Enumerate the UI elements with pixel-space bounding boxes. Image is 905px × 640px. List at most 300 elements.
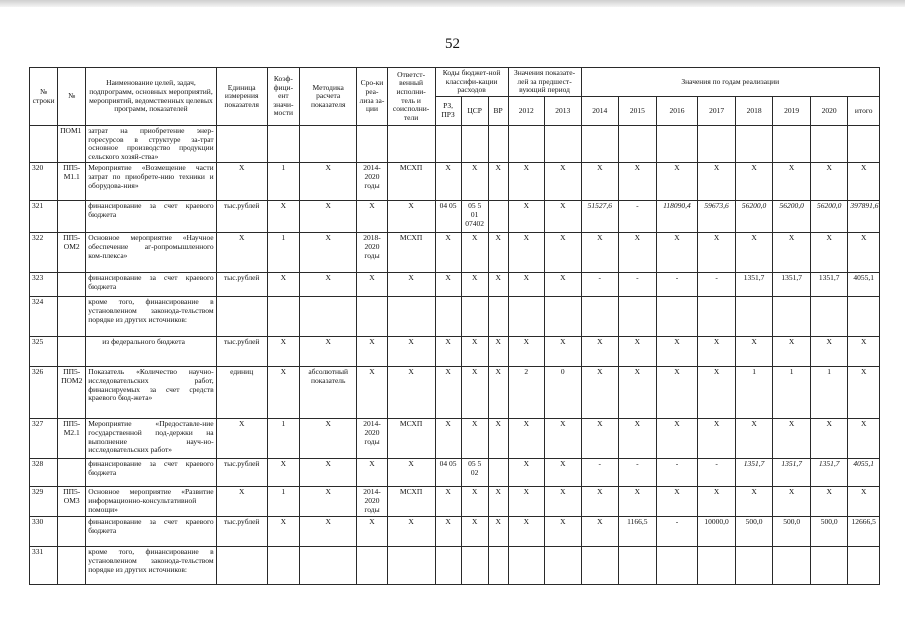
cell-2017: 59673,6 [698,201,736,233]
cell-row-number: 322 [30,233,58,273]
cell-rz [435,297,461,337]
cell-2013: Х [545,419,581,459]
cell-executor: Х [387,517,435,547]
cell-name: кроме того, финансирование в установленном законода-тельством порядке из других источников: [86,297,216,337]
table-row [30,337,880,367]
cell-2014: - [581,273,619,297]
cell-unit: тыс.рублей [216,517,267,547]
cell-executor: МСХП [387,163,435,201]
header-2013: 2013 [545,97,581,126]
cell-code [58,337,86,367]
cell-method: Х [300,337,357,367]
header-term: Сро-ки реа-лиза за-ции [357,68,387,126]
cell-2018: Х [735,233,773,273]
cell-vr: Х [488,419,508,459]
table-row [30,517,880,547]
page-number: 52 [445,36,460,52]
cell-method [300,547,357,585]
cell-csr [461,126,488,163]
table-row [30,273,880,297]
cell-row-number: 324 [30,297,58,337]
cell-coefficient: 1 [267,419,299,459]
cell-total [848,547,880,585]
cell-csr: Х [461,163,488,201]
cell-2013: Х [545,163,581,201]
cell-name: Мероприятие «Предоставле-ние государственной под-держки на выполнение науч-но-исследовательских работ» [86,419,216,459]
cell-term: Х [357,459,387,487]
cell-code [58,547,86,585]
cell-coefficient [267,297,299,337]
cell-csr: Х [461,367,488,419]
cell-term: 2018-2020 годы [357,233,387,273]
cell-method: Х [300,517,357,547]
cell-unit: Х [216,163,267,201]
cell-total: Х [848,233,880,273]
cell-rz: Х [435,273,461,297]
cell-2019: 1351,7 [773,273,811,297]
cell-2015: Х [619,337,657,367]
cell-2019: Х [773,163,811,201]
cell-2013: Х [545,273,581,297]
table-row [30,459,880,487]
cell-2017: Х [698,163,736,201]
cell-vr: Х [488,367,508,419]
cell-method: абсолютный показатель [300,367,357,419]
cell-row-number: 328 [30,459,58,487]
cell-2018: Х [735,163,773,201]
cell-total: Х [848,337,880,367]
cell-2018: 56200,0 [735,201,773,233]
cell-rz: Х [435,517,461,547]
cell-2015: Х [619,419,657,459]
cell-method: Х [300,459,357,487]
cell-2015: Х [619,163,657,201]
cell-2019 [773,547,811,585]
cell-2020: Х [810,233,848,273]
cell-2020: 500,0 [810,517,848,547]
cell-name: финансирование за счет краевого бюджета [86,201,216,233]
cell-2014: Х [581,367,619,419]
cell-2018 [735,297,773,337]
cell-2013: Х [545,337,581,367]
header-2016: 2016 [656,97,698,126]
cell-2018 [735,126,773,163]
cell-unit: единиц [216,367,267,419]
cell-2012 [508,297,544,337]
cell-row-number: 320 [30,163,58,201]
cell-total [848,126,880,163]
cell-code [58,201,86,233]
cell-2020: 1 [810,367,848,419]
cell-unit [216,126,267,163]
header-2019: 2019 [773,97,811,126]
cell-total: Х [848,419,880,459]
cell-method: Х [300,419,357,459]
cell-2014 [581,126,619,163]
cell-total [848,297,880,337]
cell-2013: Х [545,201,581,233]
cell-2018: Х [735,487,773,517]
cell-2013: Х [545,517,581,547]
cell-2013: Х [545,233,581,273]
cell-unit [216,547,267,585]
cell-executor: Х [387,459,435,487]
header-method: Методика расчета показателя [300,68,357,126]
cell-2012: Х [508,337,544,367]
cell-code [58,517,86,547]
cell-executor [387,126,435,163]
cell-2013: 0 [545,367,581,419]
cell-2019: 500,0 [773,517,811,547]
cell-vr: Х [488,273,508,297]
cell-2019: 1 [773,367,811,419]
cell-executor: МСХП [387,419,435,459]
cell-executor [387,297,435,337]
cell-2014: Х [581,517,619,547]
cell-coefficient: Х [267,367,299,419]
cell-row-number: 329 [30,487,58,517]
header-2020: 2020 [810,97,848,126]
cell-executor: Х [387,273,435,297]
cell-unit: Х [216,233,267,273]
cell-csr: Х [461,419,488,459]
cell-total: 12666,5 [848,517,880,547]
cell-vr: Х [488,163,508,201]
cell-2015: 1166,5 [619,517,657,547]
cell-rz: Х [435,337,461,367]
cell-rz: 04 05 [435,201,461,233]
cell-2015: - [619,201,657,233]
indicators-table [29,67,880,585]
cell-2014 [581,297,619,337]
cell-method: Х [300,163,357,201]
cell-name: финансирование за счет краевого бюджета [86,273,216,297]
cell-row-number: 321 [30,201,58,233]
cell-2012 [508,547,544,585]
cell-2019: Х [773,337,811,367]
cell-2020: Х [810,419,848,459]
cell-2018 [735,547,773,585]
header-executor: Ответст-венный исполни-тель и соисполни-тели [387,68,435,126]
cell-2014: Х [581,233,619,273]
cell-coefficient: Х [267,201,299,233]
cell-rz: Х [435,233,461,273]
cell-vr [488,297,508,337]
header-year-values: Значения по годам реализации [581,68,879,97]
table-row [30,547,880,585]
cell-coefficient: Х [267,459,299,487]
table-row [30,297,880,337]
cell-term: 2014-2020 годы [357,419,387,459]
header-name: Наименование целей, задач, подпрограмм, основных мероприятий, мероприятий, ведомственных целевых программ, показателей [86,68,216,126]
cell-term: Х [357,273,387,297]
cell-2019: Х [773,233,811,273]
cell-2020: 56200,0 [810,201,848,233]
cell-2015: Х [619,487,657,517]
cell-rz [435,126,461,163]
cell-code: ПП5-М2.1 [58,419,86,459]
cell-2017: Х [698,367,736,419]
cell-2012: Х [508,419,544,459]
cell-rz: Х [435,163,461,201]
table-row [30,201,880,233]
cell-coefficient: Х [267,337,299,367]
cell-2015 [619,126,657,163]
header-2014: 2014 [581,97,619,126]
cell-term: Х [357,367,387,419]
cell-coefficient: Х [267,517,299,547]
table-row [30,419,880,459]
cell-name: из федерального бюджета [86,337,216,367]
cell-row-number: 325 [30,337,58,367]
cell-code [58,297,86,337]
cell-method [300,126,357,163]
cell-2016 [656,547,698,585]
cell-total: 4055,1 [848,459,880,487]
cell-2019: Х [773,419,811,459]
cell-2017: - [698,459,736,487]
cell-2017: - [698,273,736,297]
cell-code: ПОМ1 [58,126,86,163]
cell-2020 [810,126,848,163]
header-2012: 2012 [508,97,544,126]
cell-row-number: 331 [30,547,58,585]
cell-executor [387,547,435,585]
cell-2014: Х [581,487,619,517]
cell-csr: Х [461,517,488,547]
table-row [30,233,880,273]
header-rz: РЗ, ПРЗ [435,97,461,126]
cell-total: Х [848,163,880,201]
cell-2017 [698,297,736,337]
cell-method [300,297,357,337]
cell-csr: Х [461,487,488,517]
cell-2017: Х [698,419,736,459]
cell-2019: 56200,0 [773,201,811,233]
cell-total: 397891,6 [848,201,880,233]
header-2017: 2017 [698,97,736,126]
cell-2015: - [619,273,657,297]
cell-2018: 1351,7 [735,459,773,487]
cell-executor: МСХП [387,233,435,273]
cell-name: Основное мероприятие «Научное обеспечение аг-ропромышленного ком-плекса» [86,233,216,273]
cell-2014: Х [581,163,619,201]
cell-row-number [30,126,58,163]
cell-method: Х [300,487,357,517]
cell-row-number: 327 [30,419,58,459]
cell-2020: Х [810,163,848,201]
cell-term: Х [357,337,387,367]
cell-coefficient: 1 [267,487,299,517]
cell-name: финансирование за счет краевого бюджета [86,459,216,487]
cell-unit: тыс.рублей [216,337,267,367]
cell-2018: 1351,7 [735,273,773,297]
cell-row-number: 323 [30,273,58,297]
cell-row-number: 330 [30,517,58,547]
cell-code: ПП5-ОМ3 [58,487,86,517]
cell-2012: Х [508,201,544,233]
cell-2016 [656,297,698,337]
table-row [30,126,880,163]
cell-2015: Х [619,367,657,419]
cell-vr: Х [488,517,508,547]
cell-2014: Х [581,337,619,367]
cell-2016: Х [656,233,698,273]
header-total: итого [848,97,880,126]
cell-executor: Х [387,367,435,419]
cell-method: Х [300,201,357,233]
cell-code [58,459,86,487]
cell-unit: Х [216,419,267,459]
cell-coefficient: 1 [267,163,299,201]
cell-name: Основное мероприятие «Развитие информационно-консультативной помощи» [86,487,216,517]
cell-2012: Х [508,233,544,273]
cell-2018: 500,0 [735,517,773,547]
cell-executor: Х [387,201,435,233]
cell-2020 [810,547,848,585]
cell-total: Х [848,367,880,419]
cell-csr [461,547,488,585]
cell-name: Мероприятие «Возмещение части затрат по приобрете-нию техники и оборудова-ния» [86,163,216,201]
cell-2012: Х [508,459,544,487]
cell-2020: Х [810,337,848,367]
cell-2016: Х [656,419,698,459]
cell-2014: - [581,459,619,487]
cell-name: Показатель «Количество научно-исследовательских работ, финансируемых за счет средств краевого бюд-жета» [86,367,216,419]
table-row [30,487,880,517]
table-row [30,367,880,419]
cell-term: Х [357,517,387,547]
cell-2016: - [656,517,698,547]
cell-2016: 118090,4 [656,201,698,233]
cell-2015: Х [619,233,657,273]
cell-2015 [619,297,657,337]
cell-2013 [545,126,581,163]
header-row-number: № строки [30,68,58,126]
cell-csr [461,297,488,337]
cell-method: Х [300,273,357,297]
cell-2015: - [619,459,657,487]
cell-2016: Х [656,163,698,201]
header-csr: ЦСР [461,97,488,126]
cell-executor: МСХП [387,487,435,517]
cell-2017: 10000,0 [698,517,736,547]
cell-2019 [773,126,811,163]
cell-executor: Х [387,337,435,367]
cell-2012: Х [508,487,544,517]
cell-2020 [810,297,848,337]
cell-name: затрат на приобретение энер-горесурсов в структуре за-трат основное производство продукции сельского хозяй-ства» [86,126,216,163]
cell-coefficient [267,126,299,163]
cell-2017 [698,547,736,585]
cell-total: 4055,1 [848,273,880,297]
cell-2016: Х [656,487,698,517]
cell-2018: Х [735,337,773,367]
header-previous-values: Значения показате-лей за предшест-вующий период [508,68,581,97]
header-coefficient: Коэф-фици-ент значи-мости [267,68,299,126]
cell-2019: Х [773,487,811,517]
header-number: № [58,68,86,126]
cell-method: Х [300,233,357,273]
cell-vr: Х [488,337,508,367]
cell-vr [488,201,508,233]
cell-csr: 05 5 02 [461,459,488,487]
cell-coefficient: Х [267,273,299,297]
cell-2012: Х [508,163,544,201]
cell-2013 [545,297,581,337]
cell-name: кроме того, финансирование в установленном законода-тельством порядке из других источников: [86,547,216,585]
cell-unit [216,297,267,337]
cell-rz: Х [435,419,461,459]
cell-2016 [656,126,698,163]
cell-vr: Х [488,487,508,517]
cell-csr: Х [461,273,488,297]
cell-2017: Х [698,233,736,273]
cell-2014: 51527,6 [581,201,619,233]
cell-2012: Х [508,273,544,297]
cell-rz: Х [435,367,461,419]
cell-2014: Х [581,419,619,459]
cell-2013 [545,547,581,585]
cell-term: 2014-2020 годы [357,163,387,201]
cell-term [357,297,387,337]
cell-unit: тыс.рублей [216,273,267,297]
header-2015: 2015 [619,97,657,126]
cell-rz [435,547,461,585]
cell-term [357,126,387,163]
cell-name: финансирование за счет краевого бюджета [86,517,216,547]
cell-csr: 05 5 01 07402 [461,201,488,233]
cell-2018: 1 [735,367,773,419]
cell-2020: Х [810,487,848,517]
cell-row-number: 326 [30,367,58,419]
cell-2019: 1351,7 [773,459,811,487]
cell-2013: Х [545,487,581,517]
cell-2012: Х [508,517,544,547]
cell-2016: Х [656,337,698,367]
cell-unit: тыс.рублей [216,201,267,233]
cell-2018: Х [735,419,773,459]
cell-2017: Х [698,337,736,367]
cell-vr [488,459,508,487]
cell-code: ПП5-М1.1 [58,163,86,201]
cell-code [58,273,86,297]
cell-2014 [581,547,619,585]
scan-top-edge [0,0,905,7]
cell-2020: 1351,7 [810,273,848,297]
cell-rz: Х [435,487,461,517]
cell-term: Х [357,201,387,233]
cell-rz: 04 05 [435,459,461,487]
cell-coefficient: 1 [267,233,299,273]
cell-csr: Х [461,337,488,367]
cell-vr [488,126,508,163]
cell-code: ПП5-ПОМ2 [58,367,86,419]
cell-2012: 2 [508,367,544,419]
cell-2017 [698,126,736,163]
cell-2015 [619,547,657,585]
cell-2017: Х [698,487,736,517]
cell-unit: тыс.рублей [216,459,267,487]
cell-term [357,547,387,585]
cell-csr: Х [461,233,488,273]
cell-vr [488,547,508,585]
header-vr: ВР [488,97,508,126]
cell-code: ПП5-ОМ2 [58,233,86,273]
header-2018: 2018 [735,97,773,126]
cell-2016: - [656,273,698,297]
cell-2016: Х [656,367,698,419]
